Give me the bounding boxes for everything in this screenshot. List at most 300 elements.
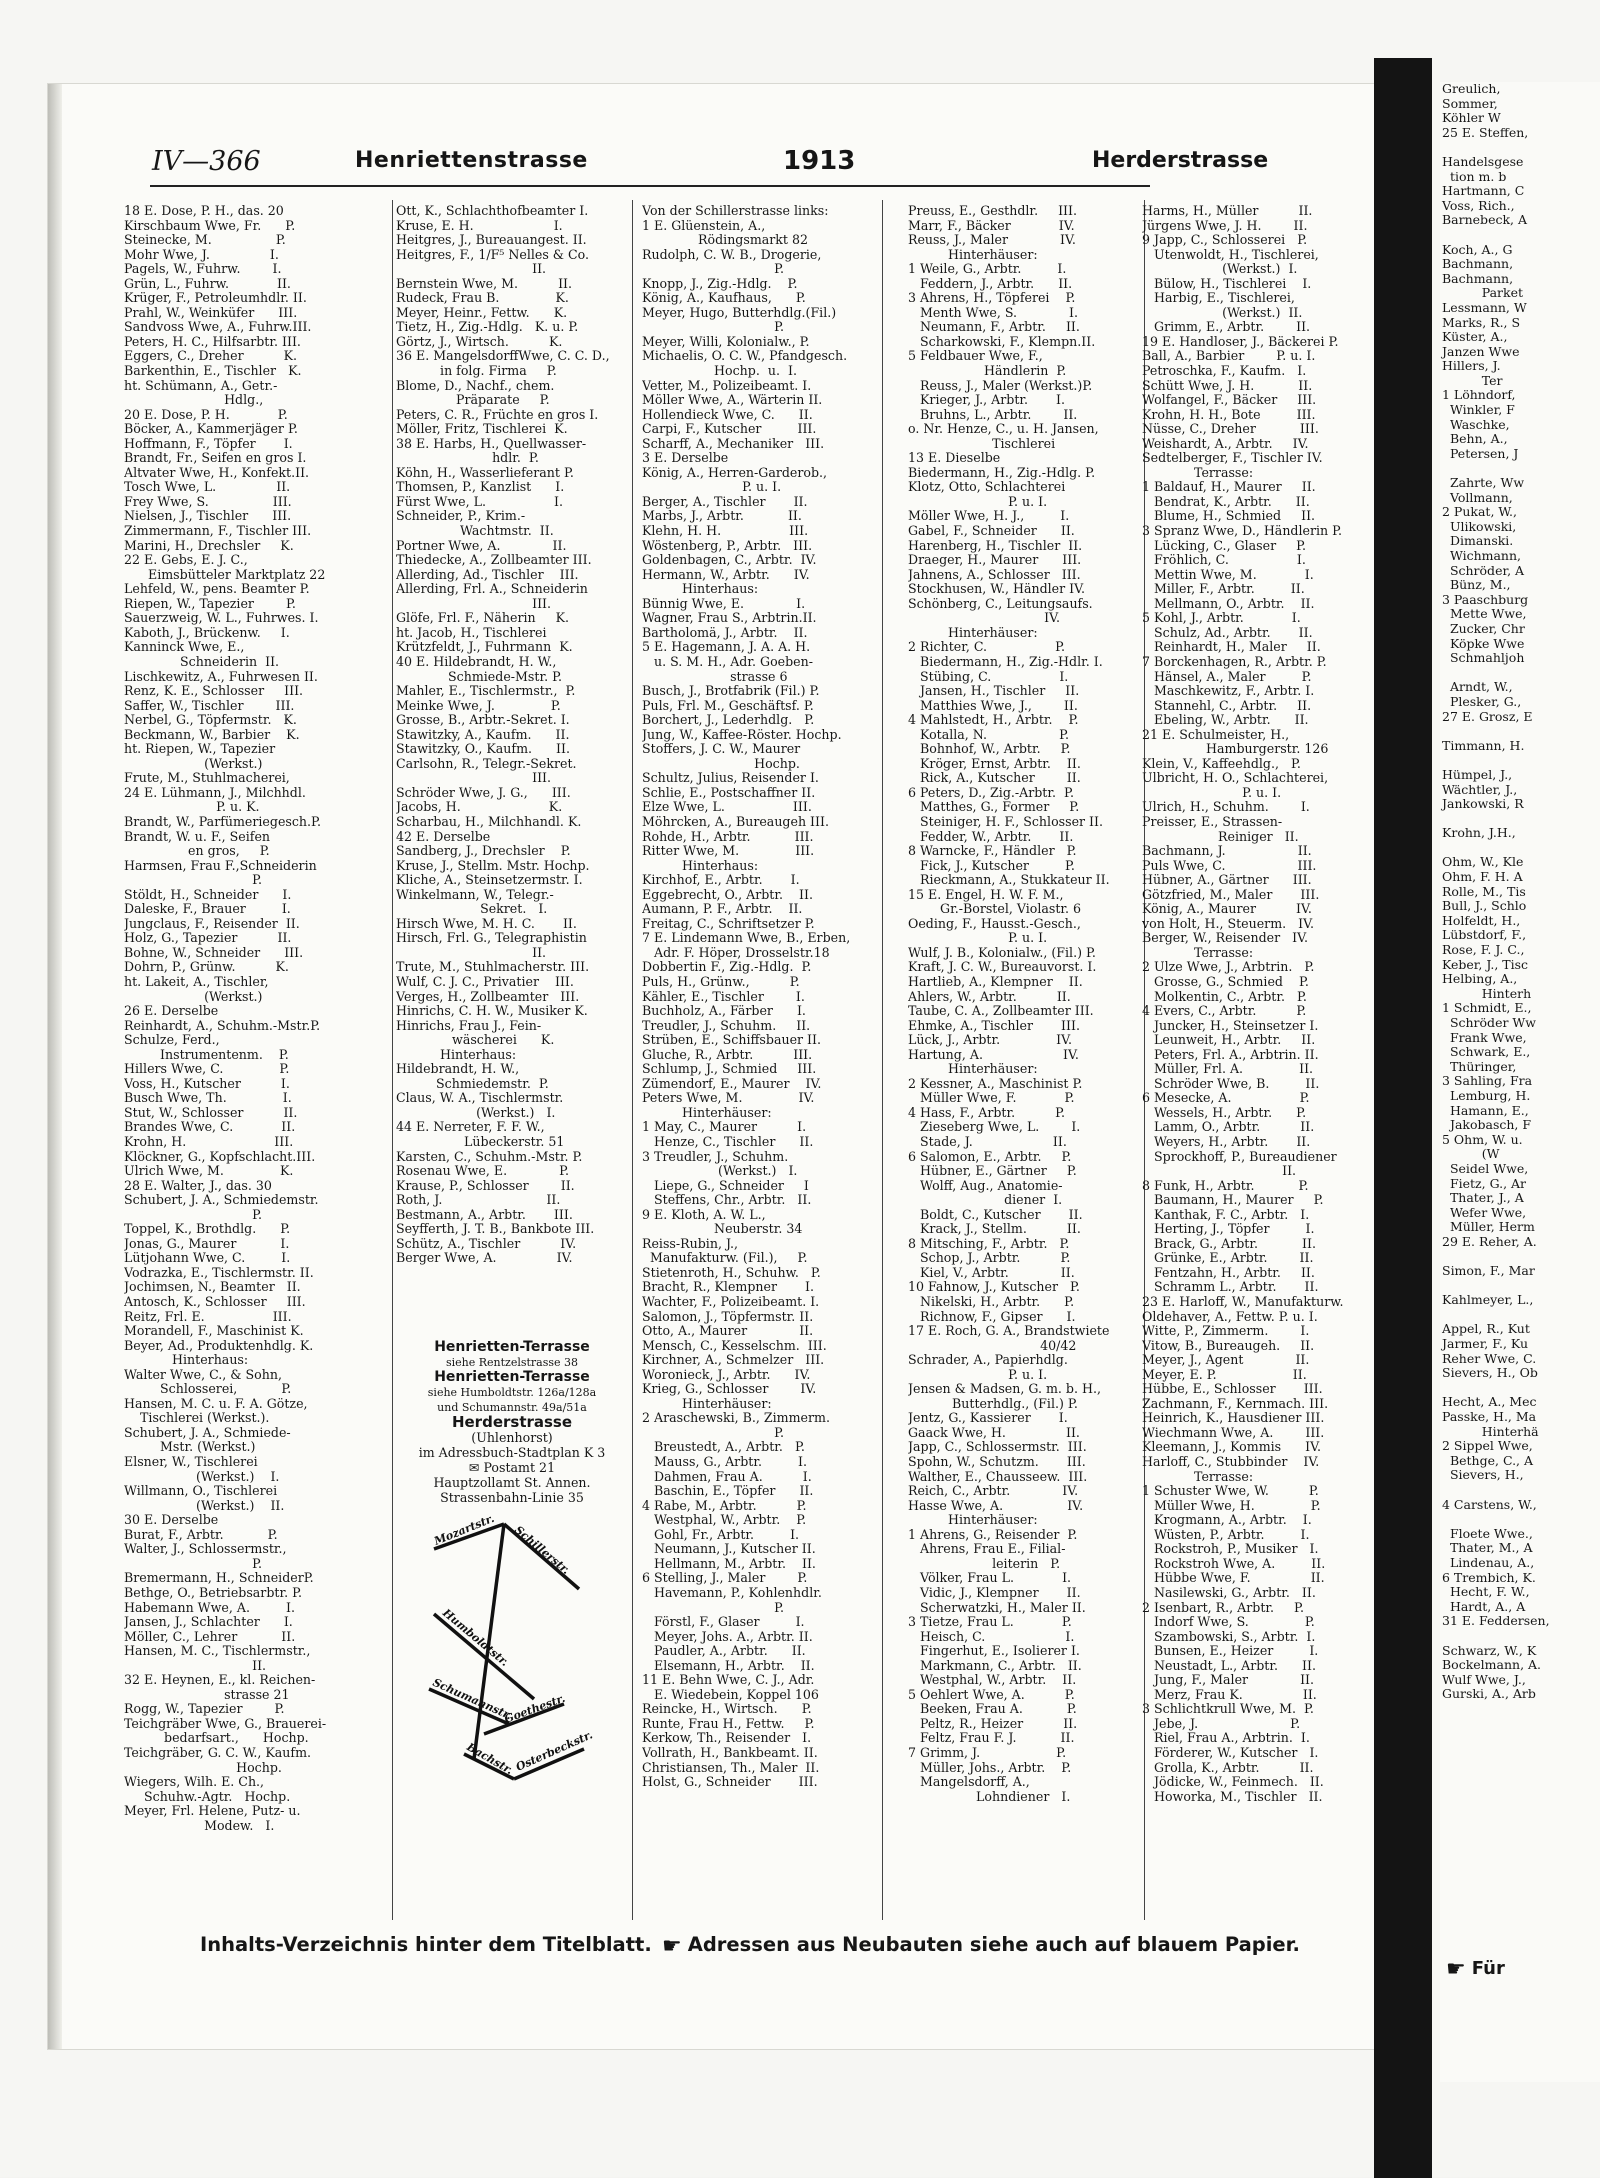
directory-entry-line: Peltz, R., Heizer II.: [908, 1715, 1078, 1731]
directory-entry-line: Jentz, G., Kassierer I.: [908, 1410, 1068, 1426]
directory-entry-line: Hochp. u. I.: [642, 363, 797, 379]
directory-entry-line: Oeding, F., Hausst.-Gesch.,: [908, 915, 1081, 931]
terrasse-note-2b: und Schumannstr. 49a/51a: [437, 1401, 587, 1414]
directory-entry-line: 1 E. Glüenstein, A.,: [642, 217, 766, 233]
directory-entry-line: 15 E. Engel, H. W. F. M.,: [908, 886, 1064, 902]
directory-entry-line: Gr.-Borstel, Violastr. 6: [908, 901, 1082, 917]
directory-entry-line: Krohn, H. H., Bote III.: [1142, 406, 1316, 422]
directory-entry-line: II.: [396, 944, 547, 960]
footer-newbuild-note: [662, 1933, 1300, 1959]
directory-entry-line: 3 Schlichtkrull Wwe, M. P.: [1142, 1701, 1314, 1717]
directory-entry-line: Tosch Wwe, L. II.: [124, 479, 291, 495]
directory-entry-line: Heitgres, J., Bureauangest. II.: [396, 232, 587, 248]
directory-entry-line: Schulz, Ad., Arbtr. II.: [1142, 624, 1313, 640]
directory-entry-line: 7 Borckenhagen, R., Arbtr. P.: [1142, 653, 1327, 669]
directory-entry-line: Hartung, A. IV.: [908, 1046, 1079, 1062]
directory-entry-line: Von der Schillerstrasse links:: [642, 204, 829, 218]
directory-entry-line: Renz, K. E., Schlosser III.: [124, 683, 304, 699]
directory-entry-line: Stawitzky, A., Kaufm. II.: [396, 726, 570, 742]
directory-entry-line: Ehmke, A., Tischler III.: [908, 1017, 1080, 1033]
directory-entry-line: Förderer, W., Kutscher I.: [1142, 1744, 1319, 1760]
directory-entry-line: Wachtmstr. II.: [396, 523, 554, 539]
page-gap-band: [1374, 58, 1432, 2178]
directory-entry-line: 13 E. Dieselbe: [908, 450, 1001, 466]
header-rule: [150, 185, 1150, 187]
directory-entry-line: Hinterhaus:: [124, 1352, 249, 1368]
directory-entry-line: 44 E. Nerreter, F. F. W.,: [396, 1119, 545, 1135]
directory-entry-line: II.: [124, 1657, 267, 1673]
directory-entry-line: Kliche, A., Steinsetzermstr. I.: [396, 872, 583, 888]
directory-entry-line: Riel, Frau A., Arbtrin. I.: [1142, 1730, 1310, 1746]
directory-entry-line: Harloff, C., Stubbinder IV.: [1142, 1454, 1320, 1470]
directory-entry-line: 2 Richter, C. P.: [908, 639, 1066, 655]
directory-entry-line: Heinrich, K., Hausdiener III.: [1142, 1410, 1325, 1426]
directory-entry-line: Hinterhäuser:: [908, 1061, 1038, 1077]
directory-entry-line: Lischkewitz, A., Fuhrwesen II.: [124, 668, 318, 684]
directory-entry-line: Steiniger, H. F., Schlosser II.: [908, 813, 1104, 829]
directory-entry-line: Müller, Johs., Arbtr. P.: [908, 1759, 1072, 1775]
directory-entry-line: Präparate P.: [396, 392, 550, 408]
directory-entry-line: Hübner, A., Gärtner III.: [1142, 872, 1312, 888]
directory-entry-line: Allerding, Ad., Tischler III.: [396, 566, 579, 582]
directory-entry-line: P. u. I.: [642, 479, 782, 495]
directory-entry-line: P.: [642, 261, 785, 277]
directory-entry-line: P. u. I.: [908, 493, 1048, 509]
directory-entry-line: Westphal, W., Arbtr. II.: [908, 1672, 1077, 1688]
directory-entry-line: Sandberg, J., Drechsler P.: [396, 843, 571, 859]
directory-entry-line: Juncker, H., Steinsetzer I.: [1142, 1017, 1319, 1033]
directory-entry-line: Schulze, Ferd.,: [124, 1032, 220, 1048]
directory-entry-line: 2 Araschewski, B., Zimmerm.: [642, 1410, 830, 1426]
directory-entry-line: Roth, J. II.: [396, 1192, 561, 1208]
directory-entry-line: Dohrn, P., Grünw. K.: [124, 959, 289, 975]
directory-entry-line: (Werkst.) I.: [1142, 261, 1298, 277]
directory-entry-line: Händlerin P.: [908, 363, 1067, 379]
directory-entry-line: (Werkst.) II.: [1142, 304, 1303, 320]
directory-entry-line: 3 Spranz Wwe, D., Händlerin P.: [1142, 523, 1343, 539]
directory-entry-line: 4 Hass, F., Arbtr. P.: [908, 1104, 1066, 1120]
directory-entry-line: 5 Kohl, J., Arbtr. I.: [1142, 610, 1301, 626]
pointing-hand-icon: ☛: [662, 1934, 682, 1959]
directory-entry-line: Förstl, F., Glaser I.: [642, 1614, 805, 1630]
directory-entry-line: 6 Salomon, E., Arbtr. P.: [908, 1148, 1072, 1164]
directory-entry-line: 5 Feldbauer Wwe, F.,: [908, 348, 1043, 364]
directory-entry-line: Fürst Wwe, L. I.: [396, 493, 563, 509]
directory-entry-line: 6 Mesecke, A. P.: [1142, 1090, 1310, 1106]
directory-entry-line: Jochimsen, N., Beamter II.: [124, 1279, 301, 1295]
directory-entry-line: Berger Wwe, A. IV.: [396, 1250, 573, 1266]
directory-entry-line: Preisser, E., Strassen-: [1142, 813, 1283, 829]
directory-entry-line: Grün, L., Fuhrw. II.: [124, 275, 291, 291]
directory-entry-line: Ulbricht, H. O., Schlachterei,: [1142, 770, 1329, 786]
directory-entry-line: Harmsen, Frau F.,Schneiderin: [124, 857, 317, 873]
column-2-entries: [396, 204, 631, 1266]
page-gutter-shadow: [48, 84, 62, 2049]
directory-entry-line: Fröhlich, C. I.: [1142, 552, 1306, 568]
directory-entry-line: Schütt Wwe, J. H. II.: [1142, 377, 1313, 393]
directory-entry-line: P.: [642, 1424, 785, 1440]
directory-entry-line: Hochp.: [124, 1759, 282, 1775]
directory-entry-line: Zieseberg Wwe, L. I.: [908, 1119, 1081, 1135]
directory-entry-line: Krogmann, A., Arbtr. I.: [1142, 1512, 1312, 1528]
directory-entry-line: Sandvoss Wwe, A., Fuhrw.III.: [124, 319, 312, 335]
directory-entry-line: Baumann, H., Maurer P.: [1142, 1192, 1324, 1208]
directory-entry-line: 7 E. Lindemann Wwe, B., Erben,: [642, 930, 851, 946]
directory-entry-line: Hübner, E., Gärtner P.: [908, 1163, 1077, 1179]
directory-entry-line: Adr. F. Höper, Drosselstr.18: [642, 944, 830, 960]
directory-entry-line: Rogg, W., Tapezier P.: [124, 1701, 285, 1717]
directory-entry-line: Willmann, O., Tischlerei: [124, 1483, 278, 1499]
directory-entry-line: Lück, J., Arbtr. IV.: [908, 1032, 1073, 1048]
directory-entry-line: Instrumentenm. P.: [124, 1046, 289, 1062]
directory-entry-line: Daleske, F., Brauer I.: [124, 901, 291, 917]
directory-entry-line: Prahl, W., Weinküfer III.: [124, 304, 298, 320]
directory-entry-line: Hinterhäuser:: [908, 246, 1038, 262]
directory-entry-line: 7 Grimm, J. P.: [908, 1744, 1067, 1760]
page-header: [100, 146, 1269, 177]
directory-entry-line: Kanthak, F. C., Arbtr. I.: [1142, 1206, 1310, 1222]
directory-entry-line: Ahrens, Frau E., Filial-: [908, 1541, 1066, 1557]
directory-entry-line: II.: [396, 261, 547, 277]
next-page-sliver: [1440, 82, 1600, 2082]
directory-entry-line: Frey Wwe, S. III.: [124, 493, 292, 509]
directory-entry-line: Jung, F., Maler II.: [1142, 1672, 1315, 1688]
directory-entry-line: Peters, C. R., Früchte en gros I.: [396, 406, 599, 422]
directory-entry-line: Schubert, J. A., Schmiede-: [124, 1424, 291, 1440]
directory-entry-line: Nasilewski, G., Arbtr. II.: [1142, 1584, 1316, 1600]
directory-entry-line: (Werkst.) I.: [124, 1468, 280, 1484]
directory-entry-line: Reincke, H., Wirtsch. P.: [642, 1701, 812, 1717]
directory-entry-line: 18 E. Dose, P. H., das. 20: [124, 204, 284, 218]
directory-entry-line: Hübbe, E., Schlosser III.: [1142, 1381, 1323, 1397]
directory-entry-line: Meyer, Heinr., Fettw. K.: [396, 304, 568, 320]
herder-map-ref: im Adressbuch-Stadtplan K 3: [418, 1445, 606, 1460]
directory-entry-line: Vidic, J., Klempner II.: [908, 1584, 1081, 1600]
directory-entry-line: 3 Tietze, Frau L. P.: [908, 1614, 1072, 1630]
directory-entry-line: ht. Schümann, A., Getr.-: [124, 377, 278, 393]
directory-entry-line: E. Wiedebein, Koppel 106: [642, 1686, 819, 1702]
street-map: [414, 1509, 614, 1789]
directory-entry-line: Weyers, H., Arbtr. II.: [1142, 1134, 1311, 1149]
directory-entry-line: Klöckner, G., Kopfschlacht.III.: [124, 1148, 316, 1164]
directory-entry-line: Claus, W. A., Tischlermstr.: [396, 1090, 564, 1106]
directory-entry-line: Feltz, Frau F. J. II.: [908, 1730, 1075, 1746]
directory-entry-line: Krause, P., Schlosser II.: [396, 1177, 575, 1193]
directory-entry-line: 8 Mitsching, F., Arbtr. P.: [908, 1235, 1070, 1251]
directory-entry-line: Schneider, P., Krim.-: [396, 508, 526, 524]
directory-entry-line: Tietz, H., Zig.-Hdlg. K. u. P.: [396, 319, 579, 335]
directory-entry-line: Möller Wwe, A., Wärterin II.: [642, 392, 823, 408]
directory-entry-line: Schramm L., Arbtr. II.: [1142, 1279, 1319, 1295]
directory-entry-line: 5 Oehlert Wwe, A. P.: [908, 1686, 1075, 1702]
directory-entry-line: Hinterhaus:: [642, 581, 759, 597]
directory-entry-line: 2 Kessner, A., Maschinist P.: [908, 1075, 1083, 1091]
directory-entry-line: Teichgräber Wwe, G., Brauerei-: [124, 1715, 327, 1731]
directory-entry-line: 5 E. Hagemann, J. A. A. H.: [642, 639, 811, 655]
directory-entry-line: Tischlerei: [908, 435, 1056, 451]
directory-entry-line: Walter, J., Schlossermstr.,: [124, 1541, 287, 1557]
directory-entry-line: Berger, A., Tischler II.: [642, 493, 808, 509]
directory-entry-line: Goldenbagen, C., Arbtr. IV.: [642, 552, 817, 568]
herder-heading: Herderstrasse: [451, 1413, 573, 1431]
directory-entry-line: Hartlieb, A., Klempner II.: [908, 973, 1083, 989]
directory-entry-line: Brandt, W., Parfümeriegesch.P.: [124, 813, 321, 829]
directory-entry-line: Krieger, J., Arbtr. I.: [908, 392, 1066, 408]
directory-entry-line: Lütjohann Wwe, C. I.: [124, 1250, 291, 1266]
directory-entry-line: Marr, F., Bäcker IV.: [908, 217, 1075, 233]
directory-entry-line: 3 E. Derselbe: [642, 450, 729, 466]
directory-entry-line: Brack, G., Arbtr. II.: [1142, 1235, 1316, 1251]
directory-entry-line: Stöldt, H., Schneider I.: [124, 886, 292, 902]
directory-entry-line: Rick, A., Kutscher II.: [908, 770, 1081, 786]
directory-entry-line: Teichgräber, G. C. W., Kaufm.: [124, 1744, 312, 1760]
directory-entry-line: Jahnens, A., Schlosser III.: [908, 566, 1081, 582]
directory-entry-line: 21 E. Schulmeister, H.,: [1142, 726, 1290, 742]
directory-entry-line: 30 E. Derselbe: [124, 1512, 219, 1528]
directory-entry-line: Bremermann, H., SchneiderP.: [124, 1570, 314, 1586]
directory-entry-line: Stietenroth, H., Schuhw. P.: [642, 1264, 821, 1280]
directory-entry-line: Miller, F., Arbtr. II.: [1142, 581, 1305, 597]
directory-entry-line: Müller, Frl. A. II.: [1142, 1061, 1314, 1077]
directory-entry-line: Wöstenberg, P., Arbtr. III.: [642, 537, 813, 553]
directory-entry-line: Zachmann, F., Kernmach. III.: [1142, 1395, 1329, 1411]
directory-entry-line: Hinrichs, Frau J., Fein-: [396, 1017, 542, 1033]
directory-entry-line: Heitgres, F., 1/F⁵ Nelles & Co.: [396, 246, 590, 262]
directory-entry-line: Matthies Wwe, J., II.: [908, 697, 1078, 713]
directory-entry-line: Schubert, J. A., Schmiedemstr.: [124, 1192, 319, 1208]
directory-entry-line: Hillers Wwe, C. P.: [124, 1061, 290, 1077]
directory-entry-line: Hinterhäuser:: [908, 624, 1038, 640]
directory-entry-line: Marini, H., Drechsler K.: [124, 537, 294, 553]
directory-entry-line: P.: [124, 1206, 263, 1222]
next-page-footer-text: Für: [1471, 1958, 1505, 1979]
directory-entry-line: Nikelski, H., Arbtr. P.: [908, 1294, 1075, 1310]
directory-entry-line: Carlsohn, R., Telegr.-Sekret.: [396, 755, 577, 771]
directory-entry-line: Rockstroh, P., Musiker I.: [1142, 1541, 1319, 1557]
directory-entry-line: Christiansen, Th., Maler II.: [642, 1759, 820, 1775]
directory-entry-line: Krüger, F., Petroleumhdlr. II.: [124, 290, 307, 306]
directory-entry-line: Neumann, F., Arbtr. II.: [908, 319, 1080, 335]
directory-entry-line: Harenberg, H., Tischler II.: [908, 537, 1083, 553]
directory-entry-line: P. u. I.: [1142, 784, 1282, 800]
directory-entry-line: 6 Peters, D., Zig.-Arbtr. P.: [908, 784, 1074, 800]
directory-entry-line: Gluche, R., Arbtr. III.: [642, 1046, 813, 1062]
directory-entry-line: Verges, H., Zollbeamter III.: [396, 988, 580, 1004]
directory-entry-line: Beeken, Frau A. P.: [908, 1701, 1077, 1717]
directory-entry-line: Bartholomä, J., Arbtr. II.: [642, 624, 808, 640]
directory-entry-line: 6 Stelling, J., Maler P.: [642, 1570, 808, 1586]
directory-entry-line: Wessels, H., Arbtr. P.: [1142, 1104, 1307, 1120]
directory-entry-line: Grosse, G., Schmied P.: [1142, 973, 1309, 989]
directory-entry-line: Beyer, Ad., Produktenhdlg. K.: [124, 1337, 314, 1353]
directory-entry-line: Toppel, K., Brothdlg. P.: [124, 1221, 291, 1237]
directory-entry-line: Hinterhäuser:: [908, 1512, 1038, 1528]
directory-entry-line: Hansen, M. C. u. F. A. Götze,: [124, 1395, 308, 1411]
directory-entry-line: Reinhardt, A., Schuhm.-Mstr.P.: [124, 1017, 321, 1033]
directory-entry-line: Merz, Frau K. II.: [1142, 1686, 1317, 1702]
directory-entry-line: Jödicke, W., Feinmech. II.: [1142, 1774, 1324, 1790]
directory-entry-line: Ulrich Wwe, M. K.: [124, 1163, 294, 1179]
terrasse-note-2a: siehe Humboldtstr. 126a/128a: [427, 1386, 597, 1399]
directory-entry-line: Bachmann, J. II.: [1142, 843, 1312, 859]
directory-entry-line: Dahmen, Frau A. I.: [642, 1468, 812, 1484]
directory-entry-line: Vodrazka, E., Tischlermstr. II.: [124, 1264, 314, 1280]
directory-entry-line: Grünke, E., Arbtr. II.: [1142, 1250, 1314, 1266]
directory-entry-line: Mettin Wwe, M. I.: [1142, 566, 1314, 582]
left-street-heading: Henriettenstrasse: [355, 148, 588, 173]
directory-entry-line: Kotalla, N. P.: [908, 726, 1069, 742]
directory-entry-line: Rieckmann, A., Stukkateur II.: [908, 872, 1110, 888]
directory-entry-line: Hdlg.,: [124, 392, 264, 408]
directory-entry-line: 1 Baldauf, H., Maurer II.: [1142, 479, 1316, 495]
directory-entry-line: Lücking, C., Glaser P.: [1142, 537, 1307, 553]
directory-entry-line: Sekret. I.: [396, 901, 548, 917]
directory-entry-line: Ahlers, W., Arbtr. II.: [908, 988, 1071, 1004]
next-page-text: Greulich, Sommer, Köhler W 25 E. Steffen, Handelsgese tion m. b Hartmann, C Voss, Rich., Barnebeck, A Koch, A., G Bachmann, Bachmann, Parket Lessmann, W Marks, R., S Küster, A., Janzen Wwe Hillers, J. Ter 1 Löhndorf, Winkler, F Waschke, Behn, A., Petersen, J Zahrte, Ww Vollmann, 2 Pukat, W., Ulikowski, Dimanski. Wichmann, Schröder, A Bünz, M., 3 Paaschburg Mette Wwe, Zucker, Chr Köpke Wwe Schmahljoh Arndt, W., Plesker, G., 27 E. Grosz, E Timmann, H. Hümpel, J., Wächtler, J., Jankowski, R Krohn, J.H., Ohm, W., Kle Ohm, F. H. A Rolle, M., Tis Bull, J., Schlo Holfeldt, H., Lübstdorf, F., Rose, F. J. C., Keber, J., Tisc Helbing, A., Hinterh 1 Schmidt, E., Schröder Ww Frank Wwe, Schwark, E., Thüringer, 3 Sahling, Fra Lemburg, H. Hamann, E., Jakobasch, F 5 Ohm, W. u. (W Seidel Wwe, Fietz, G., Ar Thater, J., A Wefer Wwe, Müller, Herm 29 E. Reher, A. Simon, F., Mar Kahlmeyer, L., Appel, R., Kut Jarmer, F., Ku Reher Wwe, C. Sievers, H., Ob Hecht, A., Mec Passke, H., Ma Hinterhä 2 Sippel Wwe, Bethge, C., A Sievers, H., 4 Carstens, W., Floete Wwe., Thater, M., A Lindenau, A., 6 Trembich, K. Hecht, F. W., Hardt, A., A 31 E. Feddersen, Schwarz, W., K Bockelmann, A. Wulf Wwe, J., Gurski, A., Arb: [1442, 82, 1550, 1702]
herder-zollamt: Hauptzollamt St. Annen.: [433, 1475, 591, 1490]
directory-entry-line: III.: [396, 770, 552, 786]
directory-entry-line: Krieg, G., Schlosser IV.: [642, 1381, 817, 1397]
directory-entry-line: Hollendieck Wwe, C. II.: [642, 406, 813, 422]
directory-entry-line: Schlosserei, P.: [124, 1381, 292, 1397]
directory-entry-line: Wolfangel, F., Bäcker III.: [1142, 392, 1317, 408]
directory-entry-line: Biedermann, H., Zig.-Hdlr. I.: [908, 653, 1103, 669]
directory-entry-line: Grolla, K., Arbtr. II.: [1142, 1759, 1314, 1775]
directory-entry-line: Elsemann, H., Arbtr. II.: [642, 1657, 815, 1673]
year-heading: 1913: [783, 146, 856, 176]
directory-entry-line: Nüsse, C., Dreher III.: [1142, 421, 1319, 437]
directory-entry-line: Kaboth, J., Brückenw. I.: [124, 624, 290, 640]
directory-entry-line: Baschin, E., Töpfer II.: [642, 1483, 814, 1499]
directory-entry-line: Gohl, Fr., Arbtr. I.: [642, 1526, 800, 1542]
directory-entry-line: Klehn, H. H. III.: [642, 523, 809, 539]
map-label-bach: Bachstr.: [464, 1740, 516, 1778]
directory-entry-line: Mohr Wwe, J. I.: [124, 246, 279, 262]
directory-entry-line: Wagner, Frau S., Arbtrin.II.: [642, 610, 817, 626]
directory-entry-line: (Werkst.) I.: [396, 1104, 556, 1120]
directory-entry-line: 4 Evers, C., Arbtr. P.: [1142, 1003, 1307, 1019]
directory-entry-line: Hirsch Wwe, M. H. C. II.: [396, 915, 577, 931]
directory-entry-line: (Werkst.) II.: [124, 1497, 285, 1513]
directory-entry-line: Walther, E., Chausseew. III.: [908, 1468, 1088, 1484]
directory-entry-line: Kirschbaum Wwe, Fr. P.: [124, 217, 296, 233]
directory-entry-line: Boldt, C., Kutscher II.: [908, 1206, 1083, 1222]
directory-entry-line: Stannehl, C., Arbtr. II.: [1142, 697, 1312, 713]
directory-entry-line: Mauss, G., Arbtr. I.: [642, 1454, 807, 1470]
directory-entry-line: Mangelsdorff, A.,: [908, 1774, 1030, 1790]
directory-entry-line: Bunsen, E., Heizer I.: [1142, 1643, 1319, 1659]
directory-entry-line: Woronieck, J., Arbtr. IV.: [642, 1366, 811, 1382]
footer-newbuild-text: Adressen aus Neubauten siehe auch auf blauem Papier.: [687, 1933, 1300, 1956]
directory-entry-line: Jungclaus, F., Reisender II.: [124, 915, 300, 931]
herder-district: (Uhlenhorst): [471, 1430, 553, 1445]
directory-entry-line: Köhn, H., Wasserlieferant P.: [396, 464, 574, 480]
directory-entry-line: Grosse, B., Arbtr.-Sekret. I.: [396, 712, 570, 728]
directory-entry-line: Fentzahn, H., Arbtr. II.: [1142, 1264, 1315, 1280]
directory-entry-line: Karsten, C., Schuhm.-Mstr. P.: [396, 1148, 583, 1164]
directory-entry-line: Bohne, W., Schneider III.: [124, 944, 304, 960]
directory-entry-line: Heisch, C. I.: [908, 1628, 1075, 1644]
directory-entry-line: Rosenau Wwe, E. P.: [396, 1163, 570, 1179]
directory-entry-line: Scharff, A., Mechaniker III.: [642, 435, 825, 451]
directory-entry-line: Sprockhoff, P., Bureaudiener: [1142, 1148, 1337, 1164]
directory-entry-line: Meyer, Frl. Helene, Putz- u.: [124, 1803, 301, 1819]
directory-entry-line: Butterhdlg., (Fil.) P.: [908, 1395, 1078, 1411]
directory-entry-line: Hermann, W., Arbtr. IV.: [642, 566, 810, 582]
directory-entry-line: Knopp, J., Zig.-Hdlg. P.: [642, 275, 798, 291]
directory-entry-line: Scharkowski, F., Klempn.II.: [908, 333, 1096, 349]
directory-entry-line: Reiniger II.: [1142, 828, 1299, 844]
directory-entry-line: Hansen, M. C., Tischlermstr.,: [124, 1643, 311, 1659]
directory-entry-line: Habemann Wwe, A. I.: [124, 1599, 295, 1615]
directory-entry-line: Bendrat, K., Arbtr. II.: [1142, 493, 1310, 509]
directory-entry-line: Görtz, J., Wirtsch. K.: [396, 333, 563, 349]
directory-entry-line: in folg. Firma P.: [396, 363, 557, 379]
directory-entry-line: Peters Wwe, M. IV.: [642, 1090, 815, 1106]
page-footer: [200, 1933, 1400, 1959]
directory-entry-line: Rudolph, C. W. B., Drogerie,: [642, 246, 822, 262]
directory-entry-line: Trute, M., Stuhlmacherstr. III.: [396, 959, 590, 975]
directory-entry-line: Leunweit, H., Arbtr. II.: [1142, 1032, 1316, 1048]
directory-entry-line: Jansen, J., Schlachter I.: [124, 1614, 293, 1630]
directory-entry-line: Jacobs, H. K.: [396, 799, 563, 815]
directory-entry-line: Meyer, Hugo, Butterhdlg.(Fil.): [642, 304, 837, 320]
directory-entry-line: Stade, J. II.: [908, 1134, 1067, 1149]
directory-entry-line: 10 Fahnow, J., Kutscher P.: [908, 1279, 1080, 1295]
directory-entry-line: Frute, M., Stuhlmacherei,: [124, 770, 290, 786]
directory-entry-line: (Werkst.): [124, 755, 263, 771]
directory-entry-line: Treudler, J., Schuhm. II.: [642, 1017, 811, 1033]
directory-entry-line: Fick, J., Kutscher P.: [908, 857, 1075, 873]
directory-entry-line: Havemann, P., Kohlenhdlr.: [642, 1584, 822, 1600]
directory-column-1: [124, 204, 359, 1924]
directory-entry-line: Hinterhaus:: [396, 1046, 517, 1062]
directory-entry-line: Neustadt, L., Arbtr. II.: [1142, 1657, 1316, 1673]
directory-entry-line: Biedermann, H., Zig.-Hdlg. P.: [908, 464, 1096, 480]
directory-entry-line: Paudler, A., Arbtr. II.: [642, 1643, 806, 1659]
directory-entry-line: Götzfried, M., Maler III.: [1142, 886, 1320, 902]
directory-entry-line: 36 E. MangelsdorffWwe, C. C. D.,: [396, 348, 610, 364]
directory-column-5: [1142, 204, 1370, 1924]
directory-entry-line: wäscherei K.: [396, 1032, 555, 1048]
directory-entry-line: Reiss-Rubin, J.,: [642, 1235, 739, 1251]
directory-entry-line: Buchholz, A., Färber I.: [642, 1003, 806, 1019]
directory-entry-line: ht. Riepen, W., Tapezier: [124, 741, 276, 757]
directory-entry-line: 11 E. Behn Wwe, C. J., Adr.: [642, 1672, 815, 1688]
directory-entry-line: Blome, D., Nachf., chem.: [396, 377, 555, 393]
directory-entry-line: Hellmann, M., Arbtr. II.: [642, 1555, 816, 1571]
directory-entry-line: Hinterhäuser:: [642, 1395, 772, 1411]
directory-entry-line: Hasse Wwe, A. IV.: [908, 1497, 1084, 1513]
directory-entry-line: Peters, H. C., Hilfsarbtr. III.: [124, 333, 301, 349]
directory-entry-line: Jung, W., Kaffee-Röster. Hochp.: [642, 726, 842, 742]
terrasse-heading-2: Henrietten-Terrasse: [434, 1369, 590, 1385]
directory-entry-line: P. u. I.: [908, 1366, 1048, 1382]
directory-entry-line: Jansen, H., Tischler II.: [908, 683, 1080, 699]
directory-entry-line: Jebe, J. P.: [1142, 1715, 1301, 1731]
directory-entry-line: Kirchhof, E., Arbtr. I.: [642, 872, 800, 888]
map-label-schiller: Schillerstr.: [512, 1523, 573, 1577]
directory-entry-line: Walter Wwe, C., & Sohn,: [124, 1366, 282, 1382]
directory-entry-line: Vitow, B., Bureaugeh. II.: [1142, 1337, 1315, 1353]
directory-entry-line: Mellmann, O., Arbtr. II.: [1142, 595, 1315, 611]
directory-entry-line: Möller, Fritz, Tischlerei K.: [396, 421, 568, 437]
directory-entry-line: von Holt, H., Steuerm. IV.: [1142, 915, 1315, 931]
directory-entry-line: 1 Schuster Wwe, W. P.: [1142, 1483, 1319, 1499]
directory-entry-line: Winkelmann, W., Telegr.-: [396, 886, 554, 902]
directory-entry-line: Kleemann, J., Kommis IV.: [1142, 1439, 1322, 1455]
directory-entry-line: Hübbe Wwe, F. II.: [1142, 1570, 1325, 1586]
